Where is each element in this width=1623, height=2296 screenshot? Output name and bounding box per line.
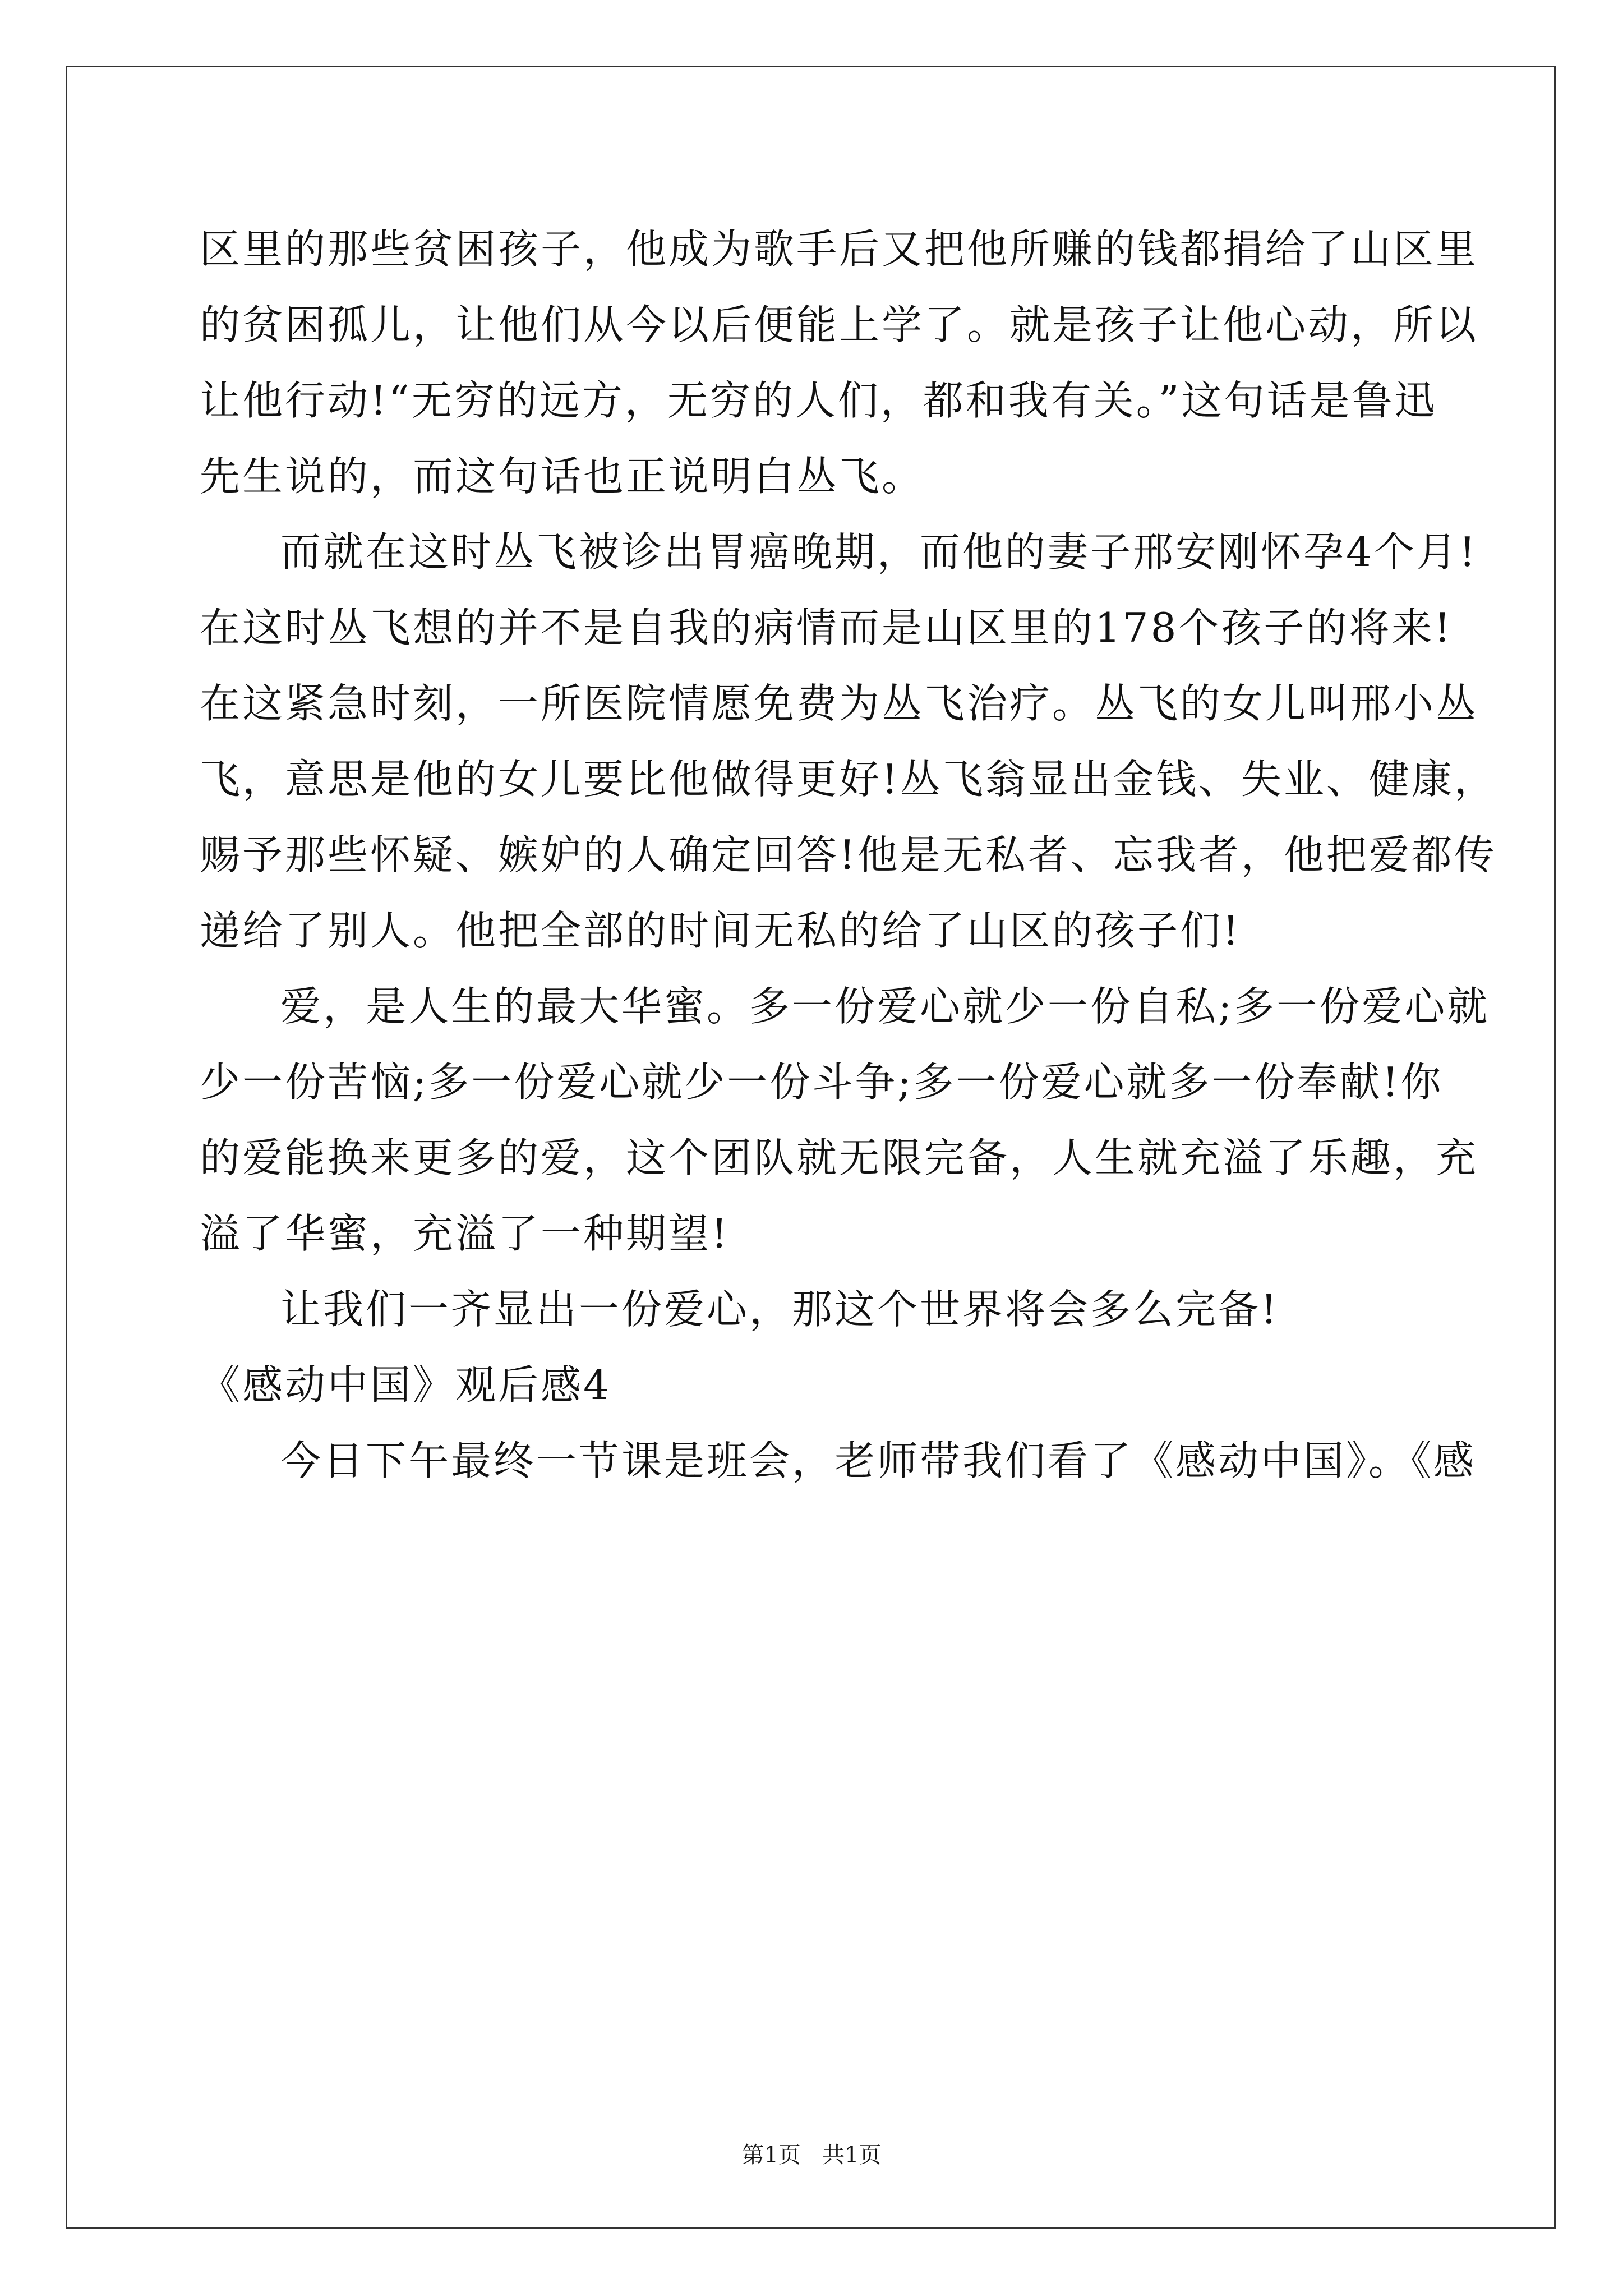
document-body bbox=[200, 211, 1497, 1499]
text-line: 而就在这时丛飞被诊出胃癌晚期，而他的妻子邢安刚怀孕4个月! bbox=[280, 528, 1478, 576]
text-line: 在这时丛飞想的并不是自我的病情而是山区里的178个孩子的将来! bbox=[200, 604, 1453, 651]
text-line: 先生说的，而这句话也正说明白丛飞。 bbox=[200, 453, 925, 500]
text-line: 递给了别人。他把全部的时间无私的给了山区的孩子们! bbox=[200, 907, 1241, 954]
page-footer bbox=[0, 2137, 1623, 2169]
text-line: 溢了华蜜，充溢了一种期望! bbox=[200, 1210, 730, 1257]
text-line: 飞，意思是他的女儿要比他做得更好!丛飞翁显出金钱、失业、健康， bbox=[200, 756, 1497, 803]
text-line: 让他行动!“无穷的远方，无穷的人们，都和我有关。”这句话是鲁迅 bbox=[200, 377, 1437, 424]
section-heading: 《感动中国》观后感4 bbox=[200, 1361, 611, 1409]
text-line: 在这紧急时刻，一所医院情愿免费为丛飞治疗。丛飞的女儿叫邢小丛 bbox=[200, 680, 1479, 727]
text-line: 的爱能换来更多的爱，这个团队就无限完备，人生就充溢了乐趣，充 bbox=[200, 1134, 1479, 1181]
text-line: 爱，是人生的最大华蜜。多一份爱心就少一份自私;多一份爱心就 bbox=[280, 983, 1490, 1030]
text-line: 让我们一齐显出一份爱心，那这个世界将会多么完备! bbox=[280, 1286, 1279, 1333]
text-line: 少一份苦恼;多一份爱心就少一份斗争;多一份爱心就多一份奉献!你 bbox=[200, 1059, 1444, 1106]
text-line: 赐予那些怀疑、嫉妒的人确定回答!他是无私者、忘我者，他把爱都传 bbox=[200, 831, 1497, 878]
text-line: 的贫困孤儿，让他们从今以后便能上学了。就是孩子让他心动，所以 bbox=[200, 301, 1479, 348]
text-line: 今日下午最终一节课是班会，老师带我们看了《感动中国》。《感 bbox=[280, 1437, 1477, 1484]
page-number: 第1页 共1页 bbox=[741, 2142, 882, 2168]
text-line: 区里的那些贫困孩子，他成为歌手后又把他所赚的钱都捐给了山区里 bbox=[200, 226, 1479, 273]
